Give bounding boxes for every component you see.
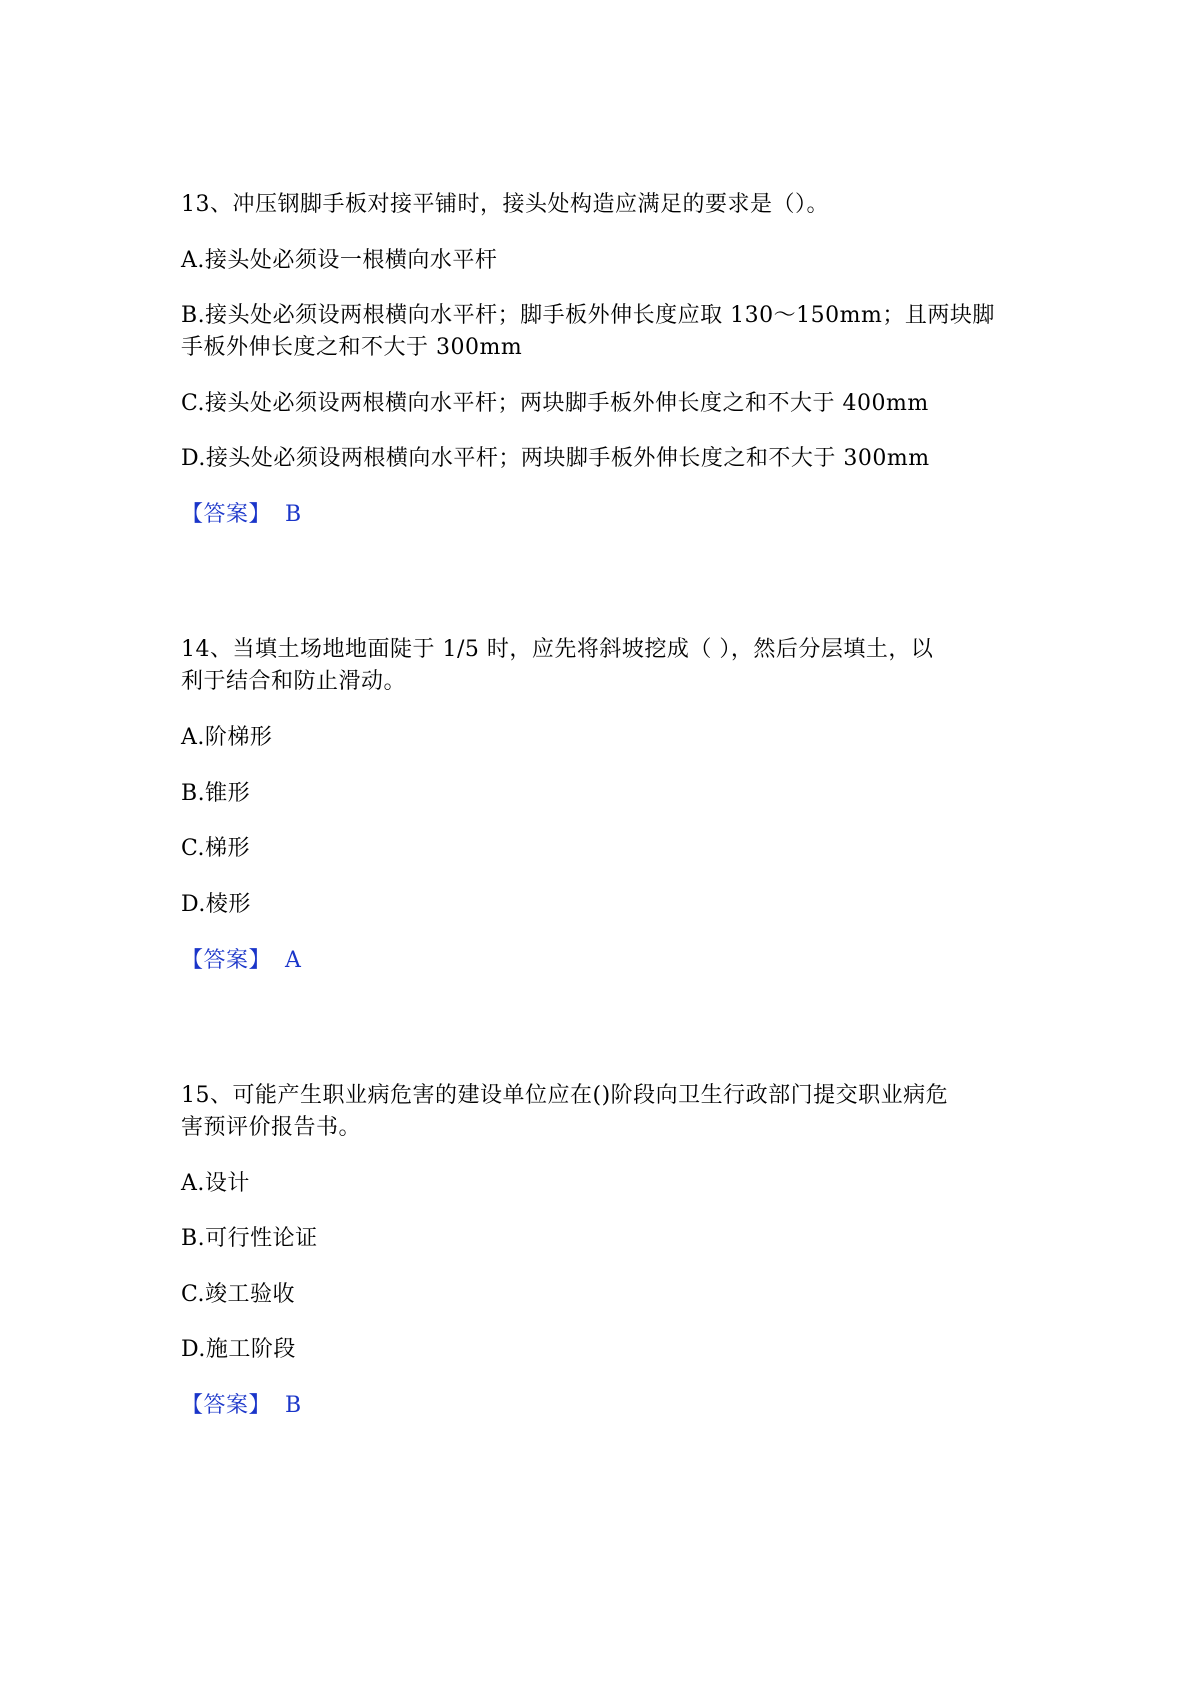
option-a: A.阶梯形 [181,725,273,750]
answer-line [181,500,1021,530]
question-stem: 15、可能产生职业病危害的建设单位应在()阶段向卫生行政部门提交职业病危 [181,1083,949,1108]
answer-line [181,1391,1021,1421]
question-stem: 14、当填土场地地面陡于 1/5 时，应先将斜坡挖成（ ），然后分层填土，以 [181,637,934,662]
question-stem-continued: 利于结合和防止滑动。 [181,669,407,694]
option-d: D.施工阶段 [181,1337,296,1362]
option-b: B.可行性论证 [181,1226,318,1251]
option-b: B.锥形 [181,781,251,806]
answer-value: B [285,1393,302,1418]
option-d: D.棱形 [181,892,251,917]
option-b: B.接头处必须设两根横向水平杆；脚手板外伸长度应取 130～150mm；且两块脚 [181,303,995,328]
question-stem-continued: 害预评价报告书。 [181,1115,362,1140]
option-c: C.接头处必须设两根横向水平杆；两块脚手板外伸长度之和不大于 400mm [181,391,929,416]
answer-line [181,946,1021,976]
question-stem: 13、冲压钢脚手板对接平铺时，接头处构造应满足的要求是（）。 [181,192,829,217]
answer-label: 【答案】 [181,948,272,973]
option-b-continued: 手板外伸长度之和不大于 300mm [181,335,523,360]
option-a: A.设计 [181,1171,250,1196]
answer-label: 【答案】 [181,502,272,527]
option-c: C.梯形 [181,836,251,861]
answer-value: A [285,948,302,973]
option-d: D.接头处必须设两根横向水平杆；两块脚手板外伸长度之和不大于 300mm [181,446,930,471]
answer-value: B [285,502,302,527]
option-a: A.接头处必须设一根横向水平杆 [181,248,498,273]
answer-label: 【答案】 [181,1393,272,1418]
option-c: C.竣工验收 [181,1282,296,1307]
